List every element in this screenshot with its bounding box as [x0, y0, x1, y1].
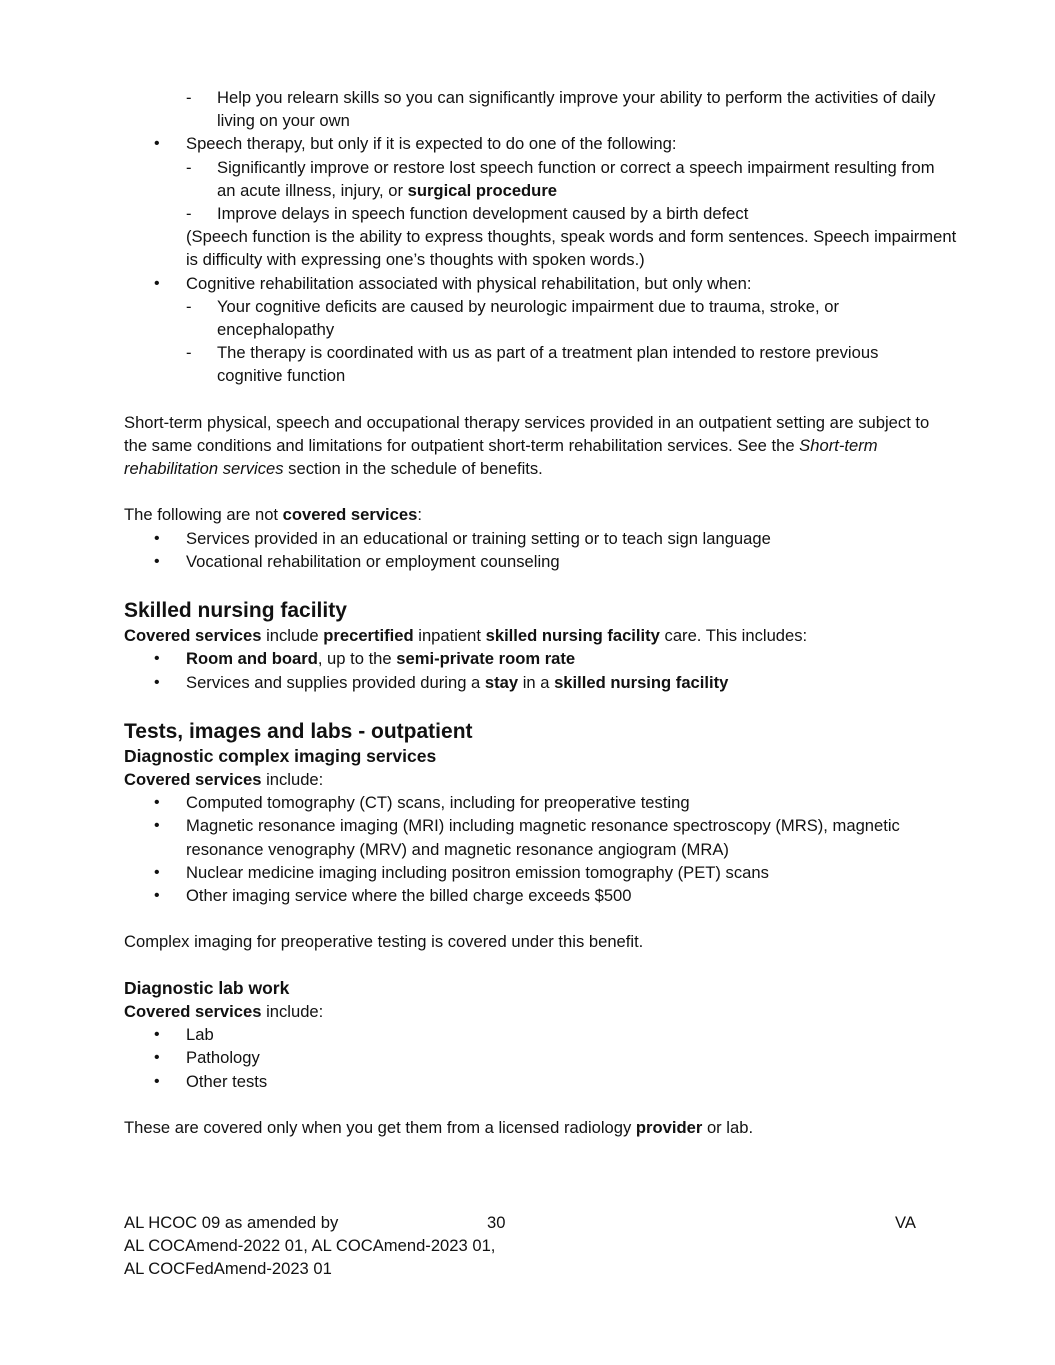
- text: Covered services include:: [124, 1001, 324, 1021]
- list-item: [124, 1046, 1004, 1069]
- paragraph-line: [124, 624, 1004, 647]
- bullet-marker: •: [154, 552, 160, 570]
- text: an acute illness, injury, or surgical procedure: [217, 180, 558, 200]
- text: resonance venography (MRV) and magnetic resonance angiogram (MRA): [186, 839, 729, 859]
- text: the same conditions and limitations for outpatient short-term rehabilitation services. See the Short-term: [124, 435, 878, 455]
- text: Room and board, up to the semi-private room rate: [186, 649, 576, 669]
- text: Computed tomography (CT) scans, including for preoperative testing: [186, 793, 690, 813]
- document-body: [124, 86, 1004, 1139]
- text: Help you relearn skills so you can significantly improve your ability to perform the activities of daily: [217, 88, 936, 107]
- text: Vocational rehabilitation or employment counseling: [186, 551, 560, 571]
- footer-amendments: AL COCAmend-2022 01, AL COCAmend-2023 01,: [124, 1236, 496, 1256]
- paragraph-line: [124, 1000, 1004, 1023]
- paragraph-line: [124, 1116, 1004, 1139]
- paragraph-line: [124, 411, 1004, 434]
- list-item: [124, 341, 1004, 364]
- text: These are covered only when you get them from a licensed radiology provider or lab.: [124, 1117, 754, 1137]
- list-item: [124, 671, 1004, 694]
- dash-marker: -: [186, 296, 192, 316]
- subsection-heading: Diagnostic lab work: [124, 977, 290, 998]
- list-item: [124, 1023, 1004, 1046]
- bullet-marker: •: [154, 863, 160, 881]
- text: rehabilitation services section in the schedule of benefits.: [124, 459, 543, 478]
- bullet-marker: •: [154, 673, 160, 691]
- bullet-marker: •: [154, 529, 160, 547]
- text: Lab: [186, 1025, 214, 1045]
- note-line: [124, 225, 1004, 248]
- list-item-continuation: [124, 109, 1004, 132]
- text: The therapy is coordinated with us as part of a treatment plan intended to restore previous: [217, 343, 879, 363]
- text: Pathology: [186, 1048, 260, 1068]
- list-item: [124, 814, 1004, 837]
- bullet-marker: •: [154, 1026, 160, 1044]
- footer-state: VA: [895, 1213, 916, 1232]
- bullet-marker: •: [154, 817, 160, 835]
- paragraph-line: [124, 457, 1004, 480]
- footer-form-id: AL HCOC 09 as amended by: [124, 1213, 339, 1232]
- text: Services provided in an educational or training setting or to teach sign language: [186, 528, 771, 548]
- dash-marker: -: [186, 88, 192, 107]
- page-footer: [124, 1211, 924, 1281]
- text: (Speech function is the ability to express thoughts, speak words and form sentences. Speech impairment: [186, 227, 957, 247]
- text: Speech therapy, but only if it is expected to do one of the following:: [186, 134, 677, 154]
- bullet-marker: •: [154, 135, 160, 153]
- list-item-continuation: [124, 364, 1004, 387]
- footer-amendments: AL COCFedAmend-2023 01: [124, 1259, 332, 1279]
- page-number: 30: [487, 1213, 506, 1232]
- note-line: [124, 248, 1004, 271]
- paragraph-line: [124, 434, 1004, 457]
- text: Your cognitive deficits are caused by neurologic impairment due to trauma, stroke, or: [217, 296, 839, 316]
- dash-marker: -: [186, 203, 192, 223]
- list-item: [124, 202, 1004, 225]
- bullet-marker: •: [154, 650, 160, 668]
- text: Services and supplies provided during a stay in a skilled nursing facility: [186, 672, 729, 692]
- list-item: [124, 861, 1004, 884]
- list-item: [124, 550, 1004, 573]
- paragraph-line: [124, 768, 1004, 791]
- text: Cognitive rehabilitation associated with physical rehabilitation, but only when:: [186, 273, 752, 293]
- text: Complex imaging for preoperative testing is covered under this benefit.: [124, 932, 644, 952]
- text: The following are not covered services:: [124, 505, 422, 525]
- list-item-continuation: [124, 179, 1004, 202]
- text: Improve delays in speech function development caused by a birth defect: [217, 203, 749, 223]
- list-item: [124, 647, 1004, 670]
- list-item: [124, 791, 1004, 814]
- defined-term: surgical procedure: [407, 180, 558, 200]
- text: Other imaging service where the billed charge exceeds $500: [186, 886, 632, 905]
- list-item: [124, 295, 1004, 318]
- bullet-marker: •: [154, 887, 160, 904]
- dash-marker: -: [186, 157, 192, 177]
- dash-marker: -: [186, 343, 192, 363]
- section-reference: Short-term: [799, 435, 878, 455]
- subsection-heading: Diagnostic complex imaging services: [124, 745, 437, 766]
- section-reference: rehabilitation services: [124, 459, 284, 478]
- text: Nuclear medicine imaging including positron emission tomography (PET) scans: [186, 862, 769, 882]
- bullet-marker: •: [154, 274, 160, 292]
- bullet-marker: •: [154, 794, 160, 812]
- text: living on your own: [217, 111, 350, 131]
- text: Significantly improve or restore lost speech function or correct a speech impairment resulting from: [217, 157, 935, 177]
- list-item: [124, 527, 1004, 550]
- text: Short-term physical, speech and occupational therapy services provided in an outpatient setting are subject to: [124, 412, 930, 432]
- list-item-continuation: [124, 318, 1004, 341]
- list-item: [124, 132, 1004, 155]
- bullet-marker: •: [154, 1049, 160, 1067]
- section-heading: Tests, images and labs - outpatient: [124, 719, 473, 743]
- text: Magnetic resonance imaging (MRI) including magnetic resonance spectroscopy (MRS), magnetic: [186, 816, 900, 836]
- text: is difficulty with expressing one’s thoughts with spoken words.): [186, 250, 645, 270]
- text: encephalopathy: [217, 319, 335, 339]
- text: Covered services include:: [124, 770, 324, 790]
- list-item: [124, 156, 1004, 179]
- list-item: [124, 1070, 1004, 1093]
- list-item: [124, 86, 1004, 109]
- text: Covered services include precertified inpatient skilled nursing facility care. This includes:: [124, 626, 808, 646]
- list-item: [124, 272, 1004, 295]
- paragraph-line: [124, 503, 1004, 526]
- bullet-marker: •: [154, 1072, 160, 1090]
- list-item-continuation: [124, 838, 1004, 861]
- paragraph-line: [124, 930, 1004, 953]
- text: cognitive function: [217, 366, 346, 386]
- section-heading: Skilled nursing facility: [124, 599, 347, 623]
- text: Other tests: [186, 1071, 268, 1091]
- list-item: [124, 884, 1004, 907]
